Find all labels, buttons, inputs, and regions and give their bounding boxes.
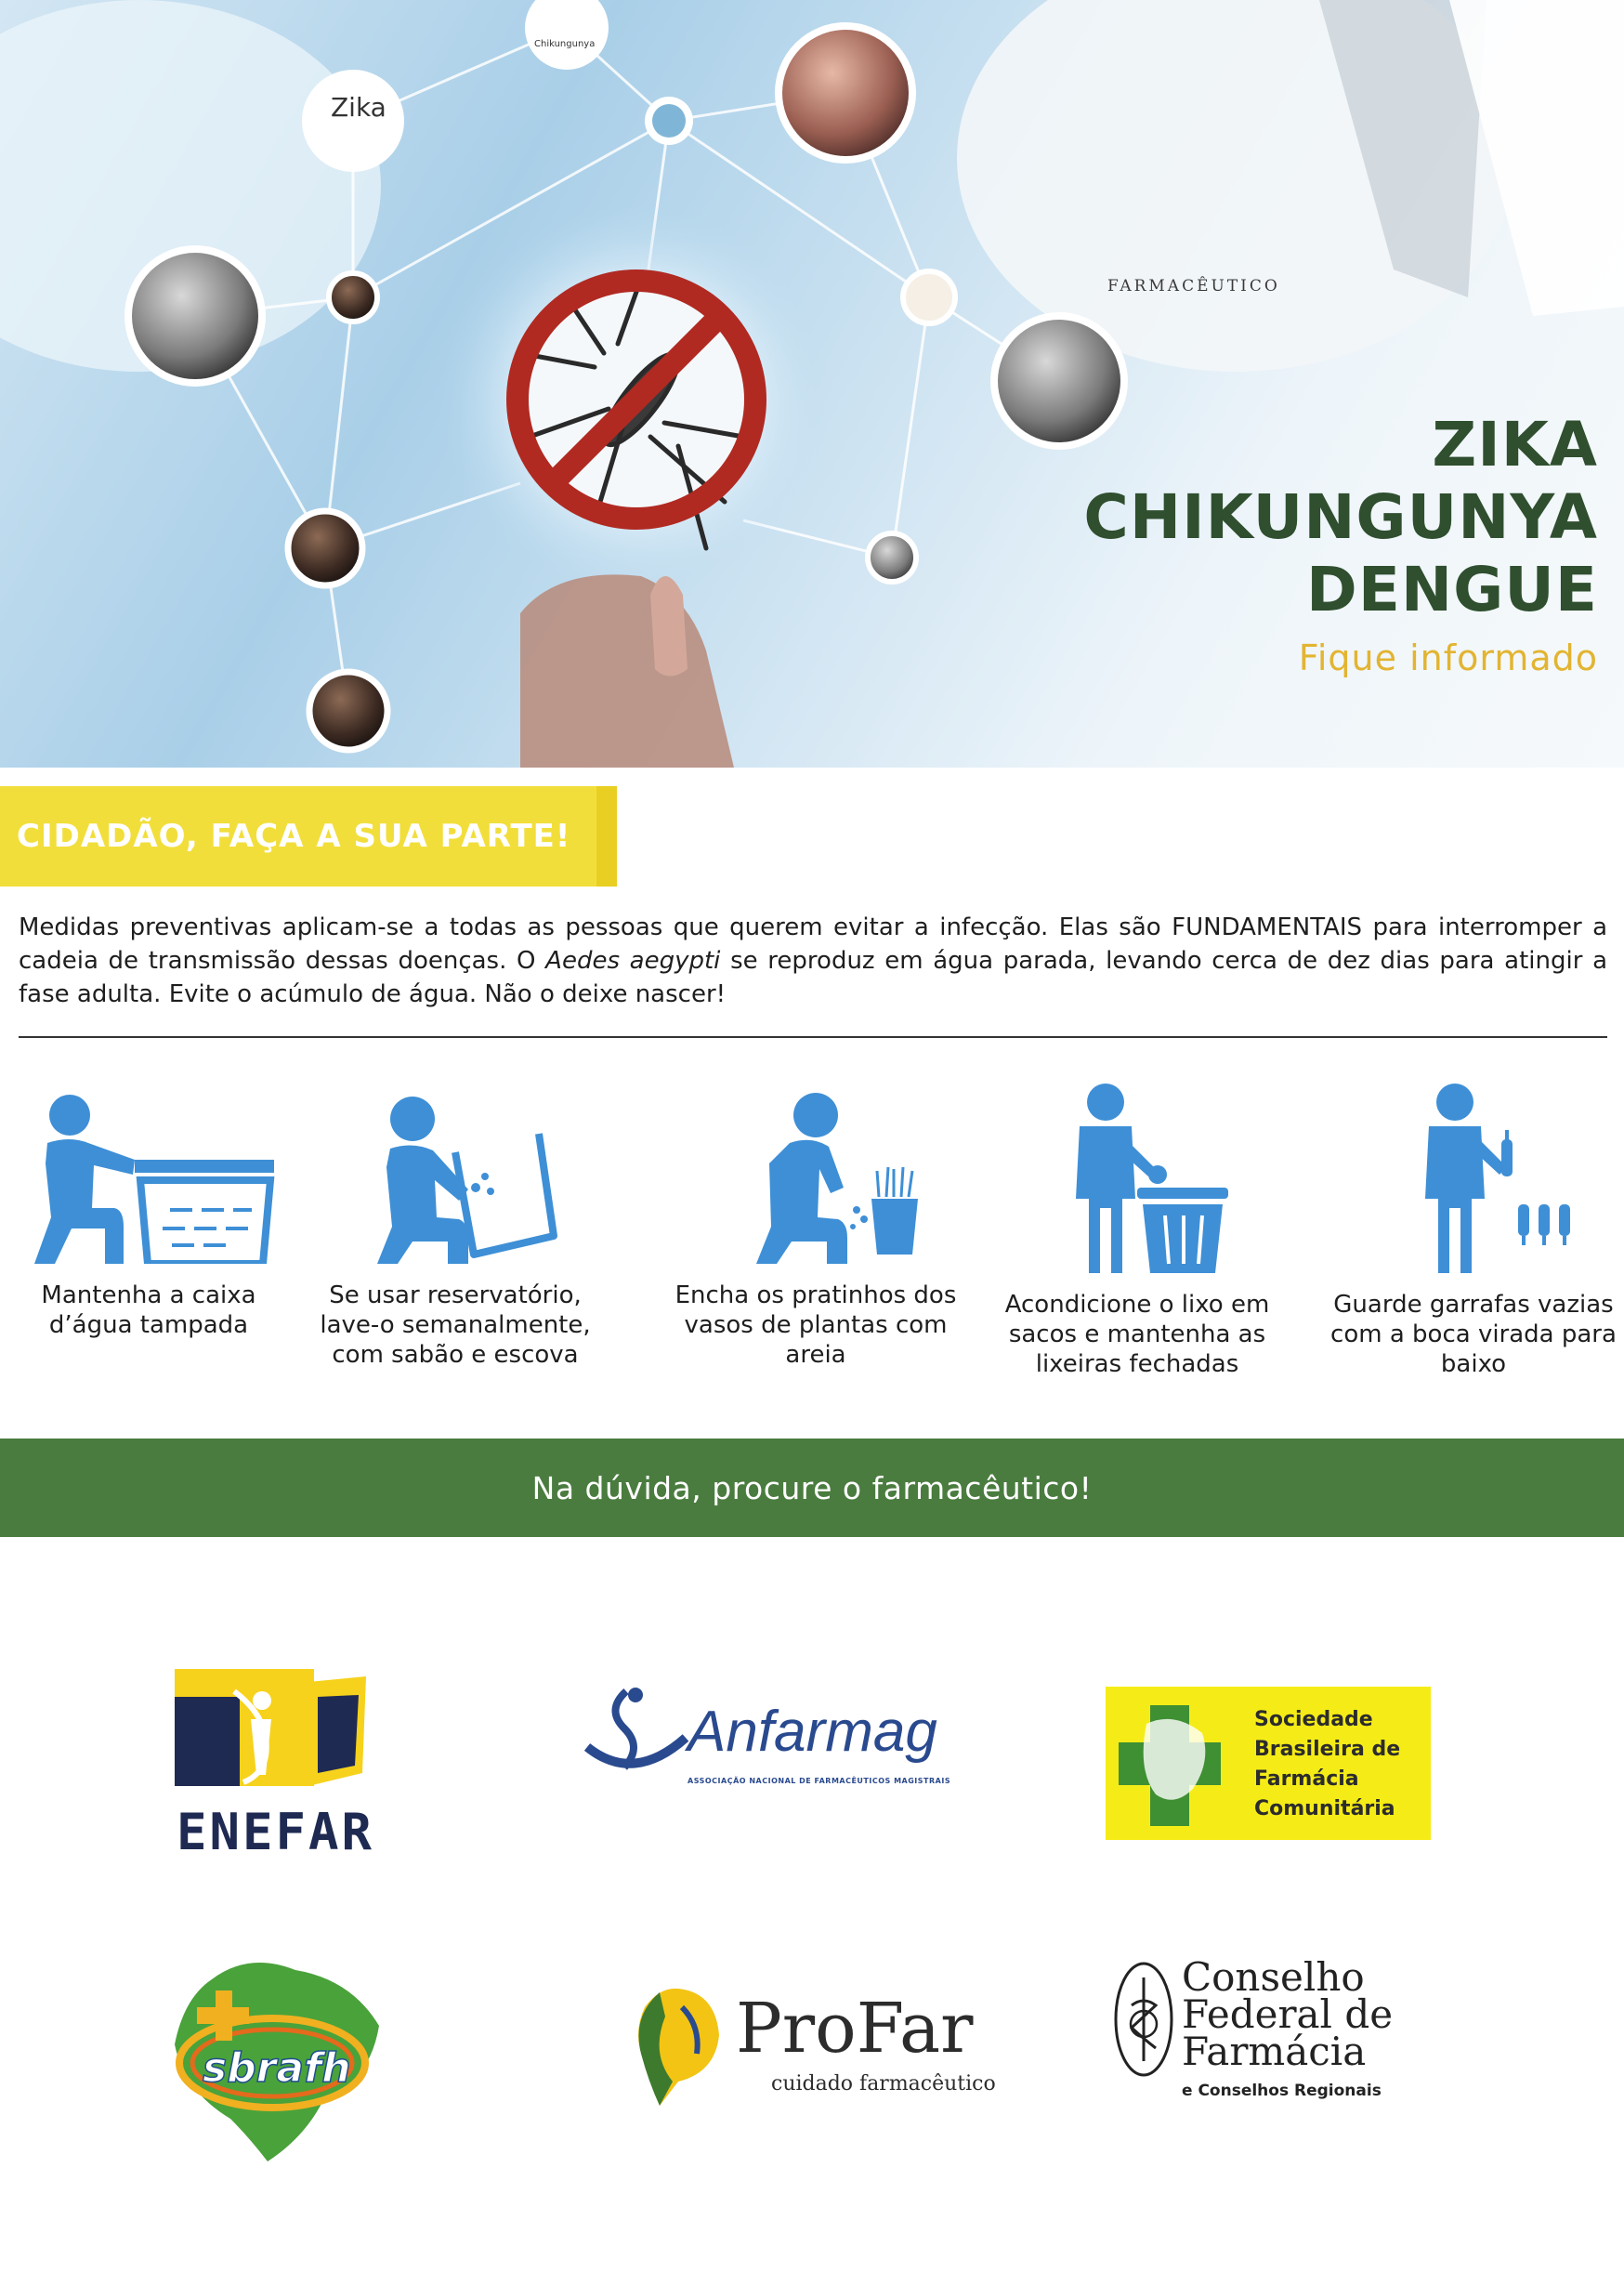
- hero-subtitle: Fique informado: [1298, 637, 1598, 678]
- profar-wordmark: ProFar: [736, 1989, 974, 2069]
- step-item-reservoir: [307, 1078, 604, 1370]
- svg-text:Zika: [331, 92, 386, 123]
- badge-zika: Zika: [331, 92, 386, 123]
- sbfc-line-4: Comunitária: [1254, 1797, 1395, 1820]
- sbrafh-logo: [156, 1942, 388, 2165]
- intro-species: Aedes aegypti: [545, 947, 721, 975]
- anfarmag-wordmark: Anfarmag: [688, 1700, 937, 1764]
- cff-line-1: Conselho: [1182, 1954, 1365, 2000]
- cff-seal-icon: [1111, 1959, 1176, 2080]
- cff-line-3: Farmácia: [1182, 2029, 1367, 2074]
- sbfc-logo: [1106, 1687, 1431, 1840]
- svg-text:Chikungunya: [534, 39, 595, 49]
- pharmacist-label: FARMACÊUTICO: [1107, 277, 1280, 296]
- prevention-steps: [0, 1078, 1624, 1412]
- citizen-banner: [0, 786, 617, 887]
- enefar-logo: [169, 1663, 383, 1868]
- anfarmag-emblem-icon: [578, 1682, 689, 1784]
- trash-bin-icon: [1026, 1078, 1249, 1273]
- banner-stripe: [596, 786, 617, 887]
- step-label-trash: Acondicione o lixo em sacos e mantenha as lixeiras fechadas: [1004, 1291, 1270, 1378]
- water-tank-icon: [14, 1078, 283, 1264]
- bottles-icon: [1362, 1078, 1585, 1273]
- anfarmag-logo: [578, 1682, 968, 1812]
- cff-line-2: Federal de: [1182, 1991, 1394, 2037]
- step-item-plant: [667, 1078, 964, 1370]
- cff-name: [1182, 1954, 1394, 2074]
- hero-banner: [0, 0, 1624, 768]
- title-chikungunya: CHIKUNGUNYA: [1083, 481, 1598, 553]
- intro-text-1: Medidas preventivas aplicam-se a todas as pessoas que querem evitar a infecção. Elas são FUNDAMENTAIS para interromper a cadeia de transmissão dessas doenças. O: [19, 913, 1607, 975]
- enefar-emblem-icon: [169, 1663, 383, 1803]
- intro-text-2: se reproduz em água parada, levando cerca de dez dias para atingir a fase adulta. Evite o acúmulo de água. Não o deixe nascer!: [19, 947, 1607, 1008]
- hero-title-block: [1083, 409, 1598, 678]
- sbfc-line-3: Farmácia: [1254, 1767, 1359, 1791]
- enefar-wordmark: ENEFAR: [177, 1803, 375, 1861]
- section-divider: [19, 1036, 1607, 1038]
- plant-pot-icon: [704, 1078, 927, 1264]
- profar-logo: [622, 1979, 994, 2119]
- cta-text: Na dúvida, procure o farmacêutico!: [531, 1469, 1093, 1506]
- title-zika: ZIKA: [1432, 409, 1598, 480]
- sbrafh-wordmark: sbrafh: [203, 2044, 351, 2092]
- title-dengue: DENGUE: [1306, 554, 1598, 625]
- profar-tagline: cuidado farmacêutico: [771, 2072, 996, 2096]
- anfarmag-tagline: ASSOCIAÇÃO NACIONAL DE FARMACÊUTICOS MAGISTRAIS: [688, 1777, 951, 1785]
- step-item-tank: [0, 1078, 297, 1340]
- cff-logo: [1111, 1954, 1446, 2126]
- sbfc-line-2: Brasileira de: [1254, 1738, 1401, 1761]
- sbfc-line-1: Sociedade: [1254, 1708, 1373, 1731]
- washing-reservoir-icon: [344, 1078, 567, 1264]
- step-item-trash: [989, 1078, 1286, 1379]
- citizen-banner-text: CIDADÃO, FAÇA A SUA PARTE!: [17, 818, 571, 855]
- step-label-plant: Encha os pratinhos dos vasos de plantas com areia: [674, 1281, 957, 1369]
- pharmacist-cta-bar: [0, 1439, 1624, 1537]
- profar-head-icon: [622, 1979, 725, 2109]
- step-label-bottles: Guarde garrafas vazias com a boca virada para baixo: [1330, 1291, 1617, 1378]
- pharmacy-cross-icon: [1119, 1705, 1221, 1826]
- step-label-tank: Mantenha a caixa d’água tampada: [41, 1281, 256, 1339]
- step-label-reservoir: Se usar reservatório, lave-o semanalmente, com sabão e escova: [320, 1281, 591, 1369]
- step-item-bottles: [1325, 1078, 1622, 1379]
- cff-tagline: e Conselhos Regionais: [1182, 2082, 1382, 2100]
- badge-chikungunya: Chikungunya: [534, 39, 596, 49]
- intro-paragraph: [19, 911, 1607, 1011]
- sbfc-name: [1254, 1705, 1400, 1824]
